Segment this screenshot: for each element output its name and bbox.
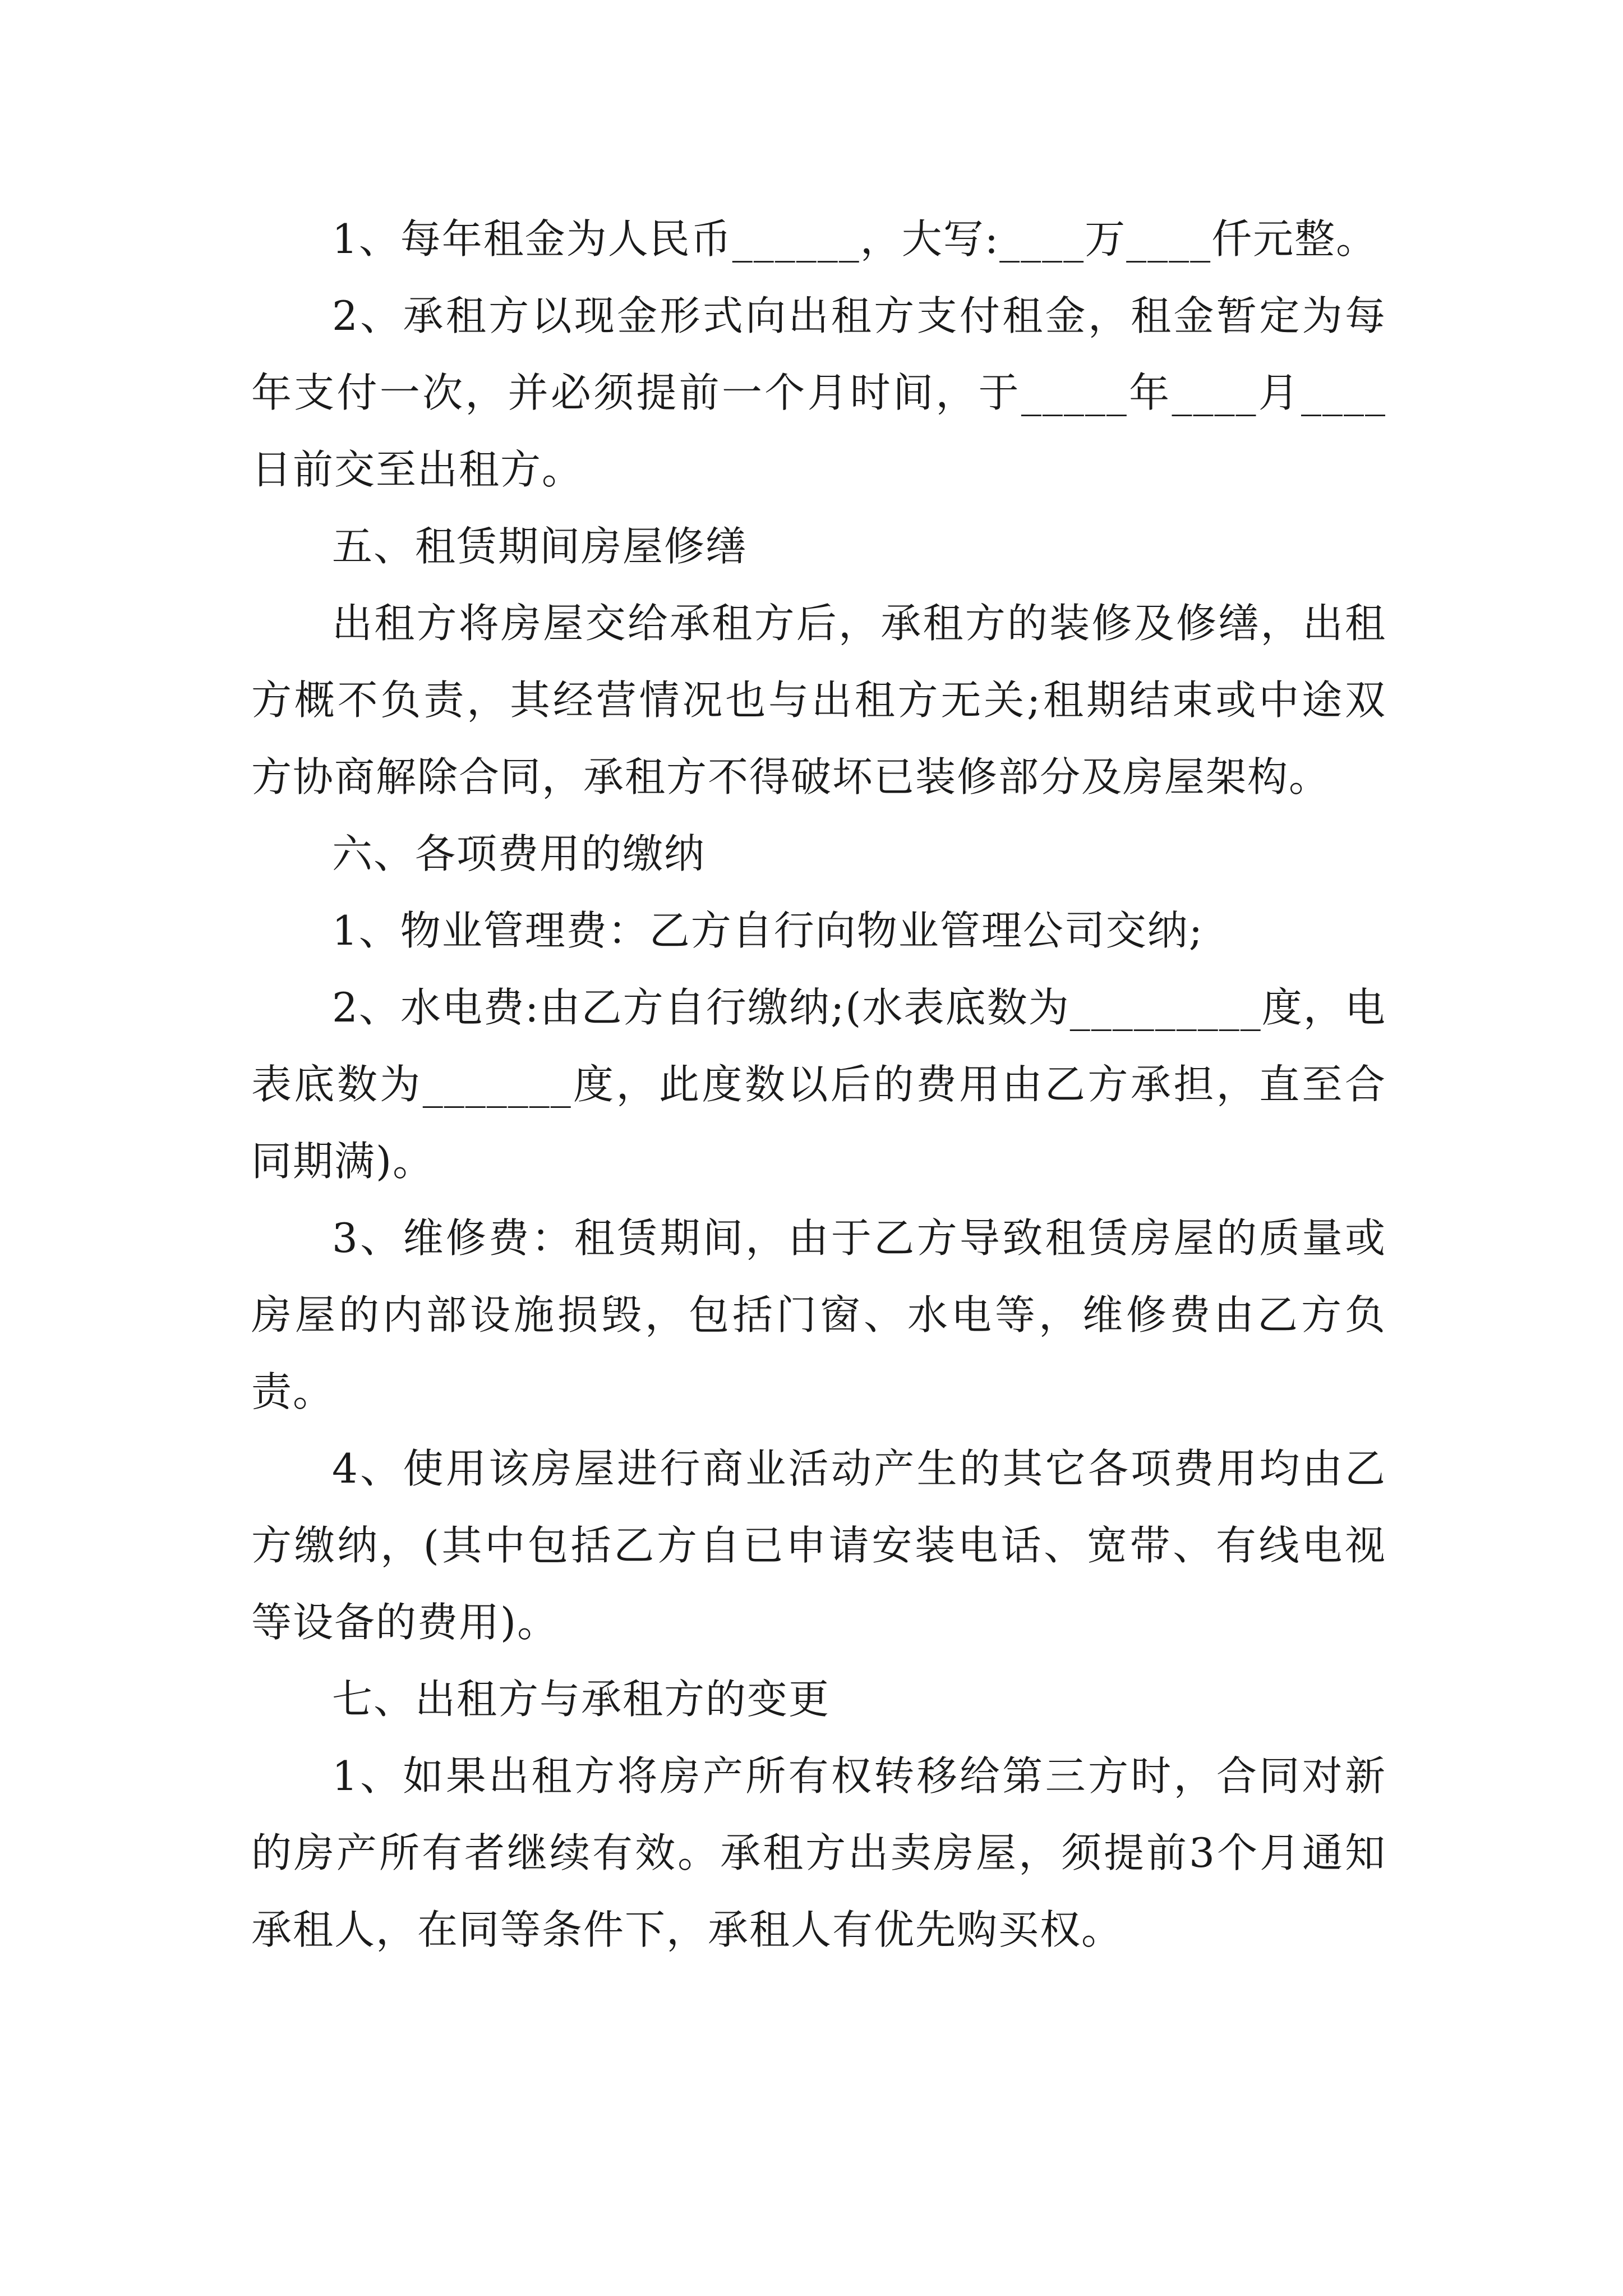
- paragraph-maintenance-fee: 3、维修费：租赁期间，由于乙方导致租赁房屋的质量或房屋的内部设施损毁，包括门窗、水电等，维修费由乙方负责。: [251, 1214, 1386, 1415]
- section-heading-repairs: 五、租赁期间房屋修缮: [332, 523, 748, 570]
- paragraph-ownership-transfer: 1、如果出租方将房产所有权转移给第三方时，合同对新的房产所有者继续有效。承租方出卖房屋，须提前3个月通知承租人，在同等条件下，承租人有优先购买权。: [251, 1752, 1386, 1953]
- section-heading-changes: 七、出租方与承租方的变更: [332, 1676, 831, 1723]
- paragraph-other-fees: 4、使用该房屋进行商业活动产生的其它各项费用均由乙方缴纳，(其中包括乙方自已申请安装电话、宽带、有线电视等设备的费用)。: [251, 1445, 1386, 1646]
- document-body: [251, 201, 1386, 1968]
- paragraph-utilities: 2、水电费:由乙方自行缴纳;(水表底数为_________度，电表底数为_______度，此度数以后的费用由乙方承担，直至合同期满)。: [251, 984, 1386, 1185]
- section-heading-fees: 六、各项费用的缴纳: [332, 830, 706, 877]
- paragraph-property-fee: 1、物业管理费：乙方自行向物业管理公司交纳;: [332, 907, 1204, 954]
- paragraph-repairs: 出租方将房屋交给承租方后，承租方的装修及修缮，出租方概不负责，其经营情况也与出租方无关;租期结束或中途双方协商解除合同，承租方不得破坏已装修部分及房屋架构。: [251, 600, 1386, 800]
- paragraph-rent-payment: 2、承租方以现金形式向出租方支付租金，租金暂定为每年支付一次，并必须提前一个月时间，于_____年____月____日前交至出租方。: [251, 292, 1386, 493]
- paragraph-rent-amount: 1、每年租金为人民币______，大写:____万____仟元整。: [332, 215, 1378, 263]
